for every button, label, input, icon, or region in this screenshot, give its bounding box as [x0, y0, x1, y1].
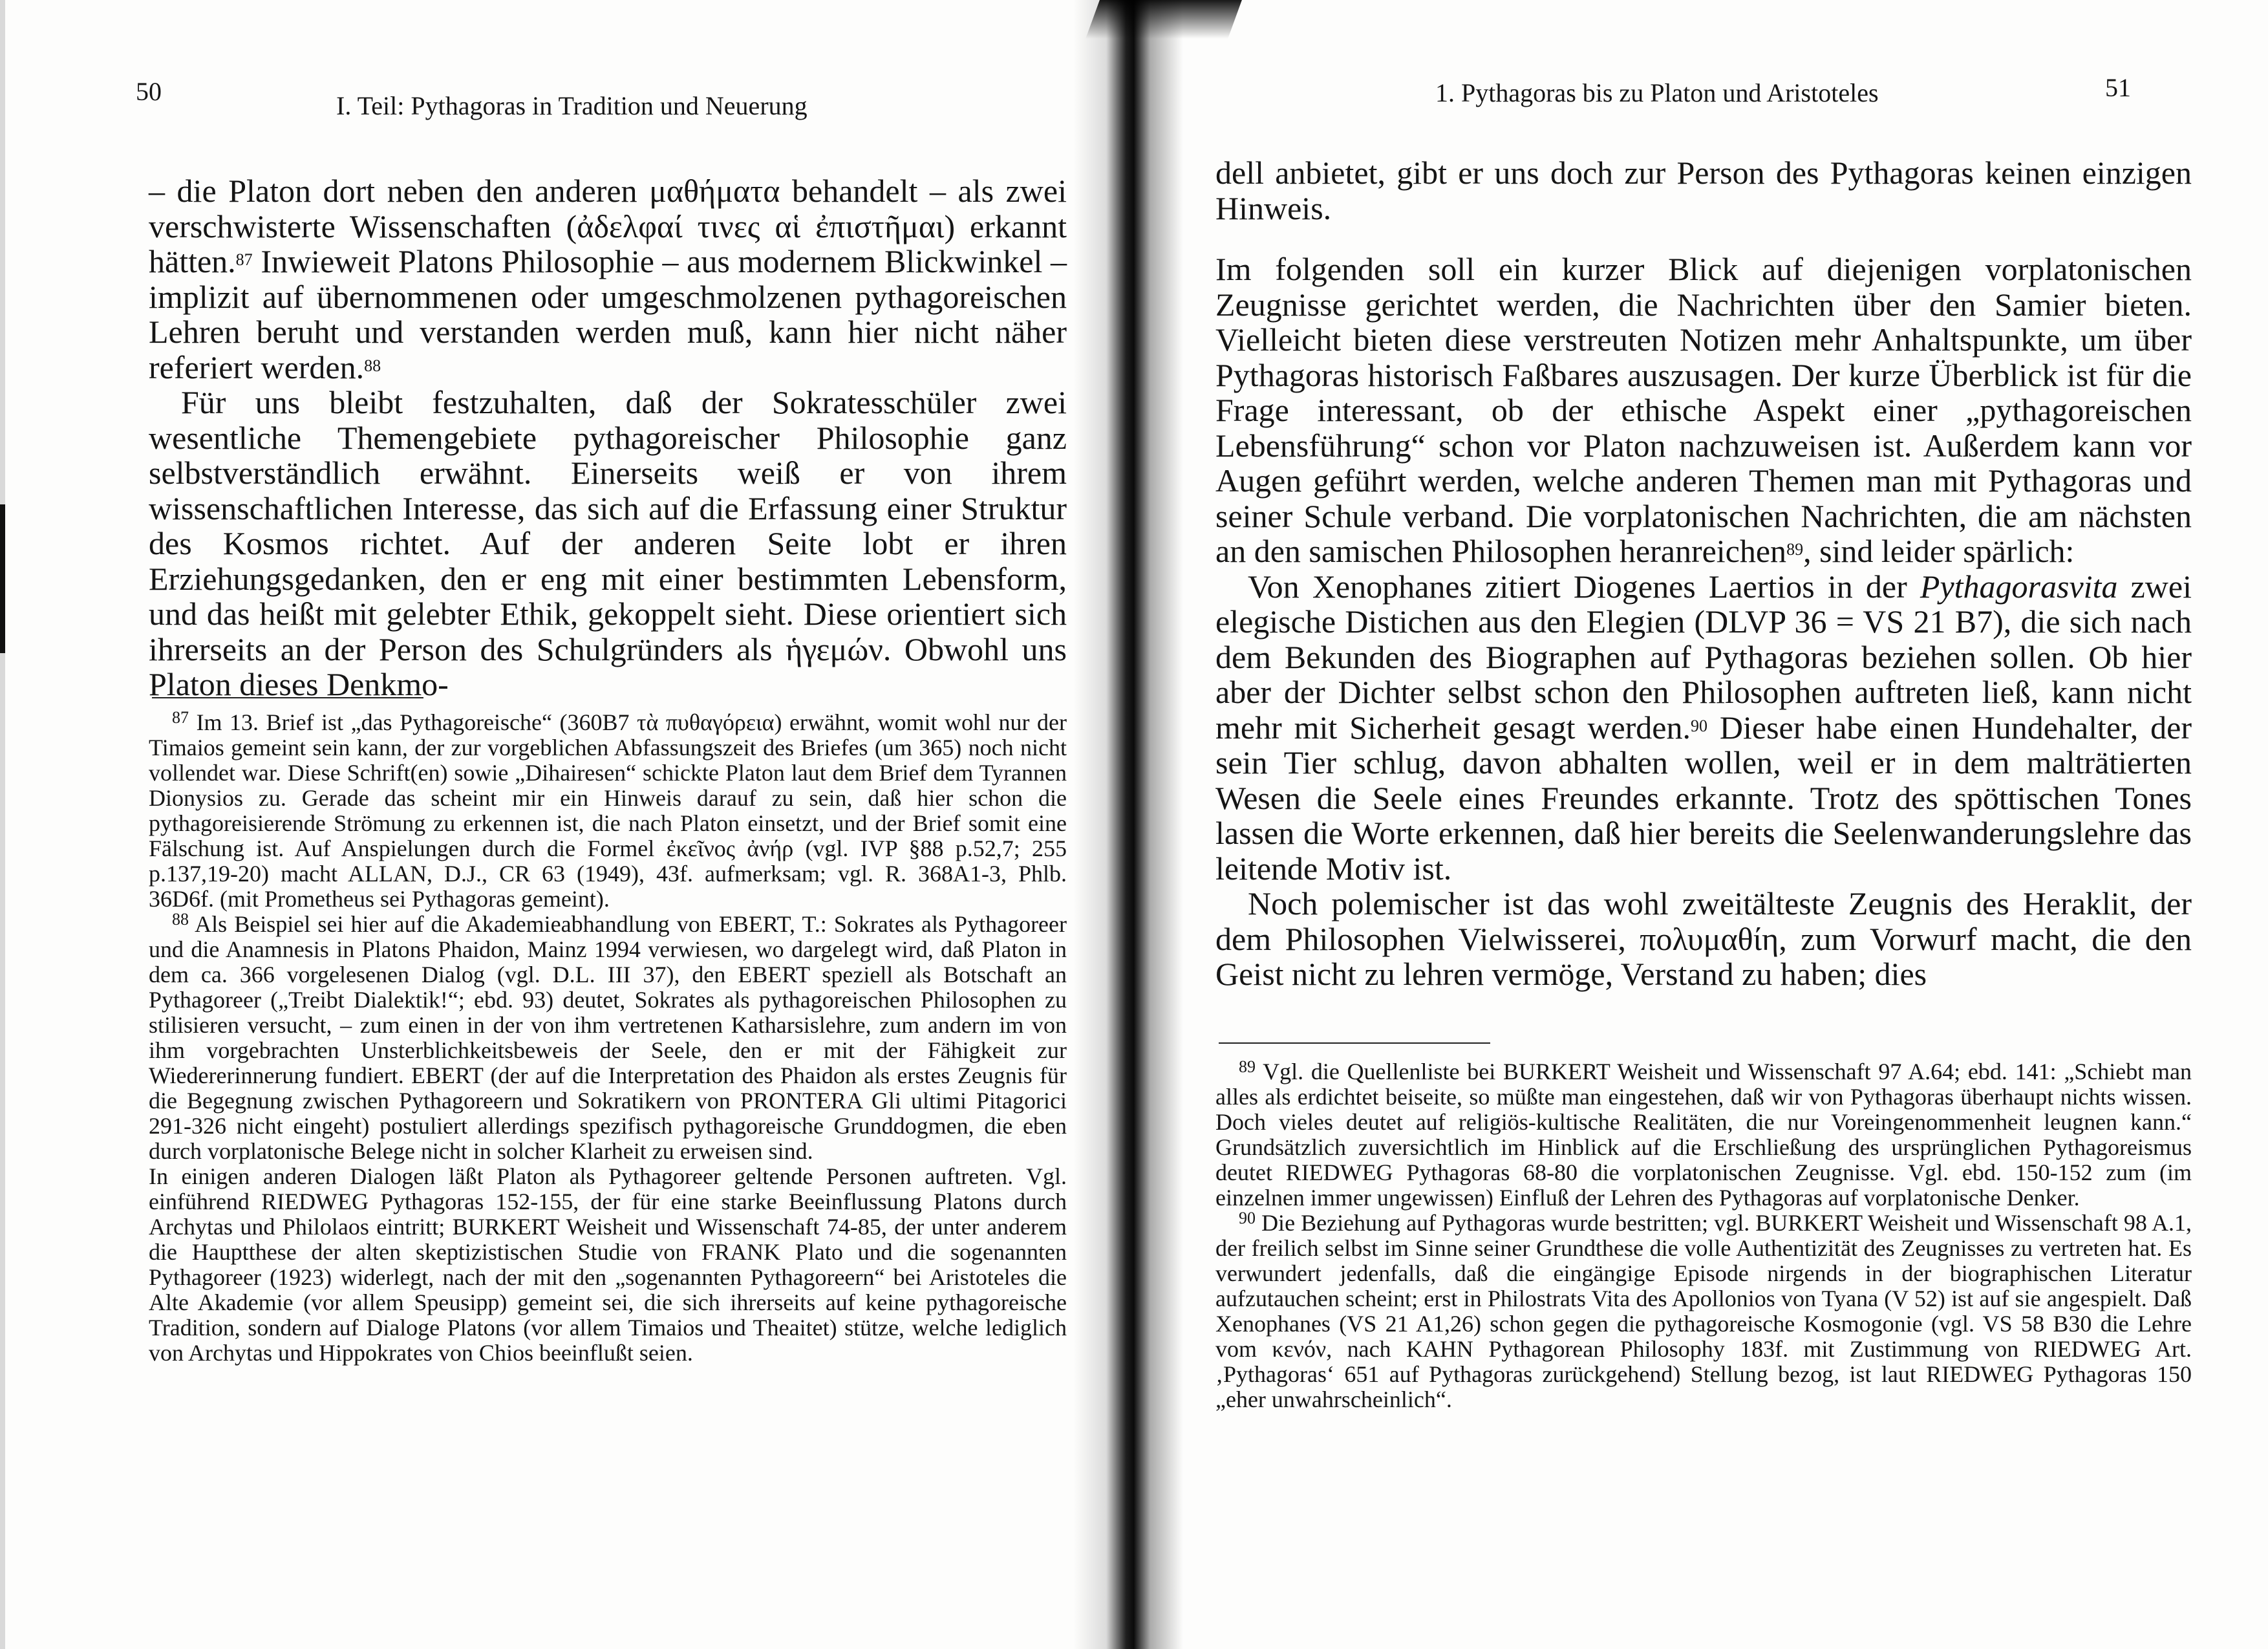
right-page [1164, 0, 2268, 1649]
footnote-rule-right [1219, 1042, 1490, 1044]
footnote-88-continued: In einigen anderen Dialogen läßt Platon als Pythagoreer geltende Personen auftreten. Vgl. einführend RIEDWEG Pythagoras 152-155, der für eine starke Beeinflussung Platons durch Archytas und Philolaos eintritt; BURKERT Weisheit und Wissenschaft 74-85, der unter anderem die Hauptthese der alten skeptizistischen Studie von FRANK Plato und die sogenannten Pythagoreer (1923) widerlegt, nach der mit den „sogenannten Pythagoreern“ bei Aristoteles die Alte Akademie (vor allem Speusipp) gemeint sei, die sich ihrerseits auf keine pythagoreische Tradition, sondern auf Dialoge Platons (vor allem Timaios und Theaitet) stütze, welche lediglich von Archytas und Hippokrates von Chios beeinflußt seien. [149, 1163, 1067, 1366]
left-body-text [149, 173, 1067, 702]
left-paragraph-1: – die Platon dort neben den anderen μαθήματα behandelt – als zwei verschwisterte Wissenschaften (ἀδελφαί τινες αἱ ἐπιστῆμαι) erkannt hätten.$^{87}$ Inwieweit Platons Philosophie – aus modernem Blickwinkel – implizit auf übernommenen oder umgeschmolzenen pythagoreischen Lehren beruht und verstanden werden muß, kann hier nicht näher referiert werden.$^{88}$ [149, 173, 1067, 385]
right-body-text [1215, 155, 2192, 992]
page-number-right: 51 [2105, 73, 2131, 102]
footnote-ref-90[interactable]: 90 [1691, 716, 1707, 735]
right-paragraph-2: Im folgenden soll ein kurzer Blick auf diejenigen vorplatonischen Zeugnisse gerichtet werden, die Nachrichten über den Samier bieten. Vielleicht bieten diese verstreuten Notizen mehr Anhaltspunkte, um über Pythagoras historisch Faßbares auszusagen. Der kurze Überblick ist für die Frage interessant, ob der ethische Aspekt einer „pythagoreischen Lebensführung“ schon vor Platon nachzuweisen ist. Außerdem kann vor Augen geführt werden, welche anderen Themen man mit Pythagoras und seiner Schule verband. Die vorplatonischen Nachrichten, die am nächsten an den samischen Philosophen heranreichen$^{89}$, sind leider spärlich: [1215, 251, 2192, 569]
footnote-ref-87[interactable]: 87 [235, 250, 253, 269]
footnote-89: $^{89}$ Vgl. die Quellenliste bei BURKERT Weisheit und Wissenschaft 97 A.64; ebd. 141: „Schiebt man alles als erdichtet beiseite, so müßte man eingestehen, daß wir von Pythagoras überhaupt nichts wissen. Doch vieles deutet auf religiös-kultische Realitäten, die nur Voreingenommenheit leugnen kann.“ Grundsätzlich zuversichtlich im Hinblick auf die Erschließung des ursprünglichen Pythagoreismus deutet RIEDWEG Pythagoras 68-80 die vorplatonischen Zeugnisse. Vgl. ebd. 150-152 zum (im einzelnen immer ungewissen) Einfluß der Lehren des Pythagoras auf vorplatonische Denker. [1215, 1057, 2192, 1211]
page-number-left: 50 [136, 77, 162, 106]
footnote-rule-left [152, 697, 423, 698]
footnote-88: $^{88}$ Als Beispiel sei hier auf die Akademieabhandlung von EBERT, T.: Sokrates als Pythagoreer und die Anamnesis in Platons Phaidon, Mainz 1994 verwiesen, wo dargelegt wird, daß Platon in dem ca. 366 vorgelesenen Dialog (vgl. D.L. III 37), den EBERT speziell als Botschaft an Pythagoreer („Treibt Dialektik!“; ebd. 93) deutet, Sokrates als pythagoreischen Philosophen zu stilisieren versucht, – zum einen in der von ihm vertretenen Katharsislehre, zum andern im von ihm vorgebrachten Unsterblichkeitsbeweis der Seele, den er mit der Fähigkeit zur Wiedererinnerung fundiert. EBERT (der auf die Interpretation des Phaidon als erstes Zeugnis für die Begegnung zwischen Pythagoreern und Sokratikern von PRONTERA Gli ultimi Pitagorici 291-326 nicht eingeht) postuliert allerdings spezifisch pythagoreische Grunddogmen, die eben durch vorplatonische Belege nicht in solcher Klarheit zu erweisen sind. [149, 910, 1067, 1164]
footnote-90: $^{90}$ Die Beziehung auf Pythagoras wurde bestritten; vgl. BURKERT Weisheit und Wissenschaft 98 A.1, der freilich selbst im Sinne seiner Grundthese die volle Authentizität des Zeugnisses zu vertreten hat. Es verwundert jedenfalls, daß die eingängige Episode nirgends in der biographischen Literatur aufzutauchen scheint; erst in Philostrats Vita des Apollonios von Tyana (V 52) ist auf sie angespielt. Daß Xenophanes (VS 21 A1,26) schon gegen die pythagoreische Kosmogonie (vgl. VS 58 B30 die Lehre vom κενόν, nach KAHN Pythagorean Philosophy 183f. mit Zustimmung von RIEDWEG Art. ‚Pythagoras‘ 651 auf Pythagoras zurückgehend) Stellung bezog, ist laut RIEDWEG Pythagoras 150 „eher unwahrscheinlich“. [1215, 1209, 2192, 1412]
right-footnotes [1215, 1059, 2192, 1412]
footnote-ref-89[interactable]: 89 [1786, 540, 1804, 559]
footnote-ref-88[interactable]: 88 [364, 356, 381, 375]
right-paragraph-4: Noch polemischer ist das wohl zweitälteste Zeugnis des Heraklit, der dem Philosophen Vielwisserei, πολυμαθίη, zum Vorwurf macht, die den Geist nicht zu lehren vermöge, Verstand zu haben; dies [1215, 885, 2192, 992]
right-paragraph-3: Von Xenophanes zitiert Diogenes Laertios in der Pythagorasvita zwei elegische Distichen aus den Elegien (DLVP 36 = VS 21 B7), die sich nach dem Bekunden des Biographen auf Pythagoras beziehen sollen. Ob hier aber der Dichter selbst schon den Philosophen auftreten ließ, kann nicht mehr mit Sicherheit gesagt werden.$^{90}$ Dieser habe einen Hundehalter, der sein Tier schlug, davon abhalten wollen, weil er in dem malträtierten Wesen die Seele eines Freundes erkannte. Trotz des spöttischen Tones lassen die Worte erkennen, daß hier bereits die Seelenwanderungslehre das leitende Motiv ist. [1215, 568, 2192, 887]
running-head-left: I. Teil: Pythagoras in Tradition und Neuerung [336, 91, 808, 120]
book-gutter-shadow [1073, 0, 1183, 1649]
gutter-top-shadow [1086, 0, 1242, 39]
left-page [0, 0, 1099, 1649]
running-head-right: 1. Pythagoras bis zu Platon und Aristoteles [1435, 78, 1879, 107]
left-footnotes [149, 710, 1067, 1366]
footnote-87: $^{87}$ Im 13. Brief ist „das Pythagoreische“ (360B7 τὰ πυθαγόρεια) erwähnt, womit wohl nur der Timaios gemeint sein kann, der zur vorgeblichen Abfassungszeit des Briefes (um 365) noch nicht vollendet war. Diese Schrift(en) sowie „Dihairesen“ schickte Platon laut dem Brief dem Tyrannen Dionysios zu. Gerade das scheint mir ein Hinweis darauf zu sein, daß hier schon die pythagoreisierende Strömung zu erkennen ist, die nach Platon einsetzt, und der Brief somit eine Fälschung ist. Auf Anspielungen durch die Formel ἐκεῖνος ἀνήρ (vgl. IVP §88 p.52,7; 255 p.137,19-20) macht ALLAN, D.J., CR 63 (1949), 43f. aufmerksam; vgl. R. 368A1-3, Phlb. 36D6f. (mit Prometheus sei Pythagoras gemeint). [149, 708, 1067, 912]
left-paragraph-2: Für uns bleibt festzuhalten, daß der Sokratesschüler zwei wesentliche Themengebiete pythagoreischer Philosophie ganz selbstverständlich erwähnt. Einerseits weiß er von ihrem wissenschaftlichen Interesse, das sich auf die Erfassung einer Struktur des Kosmos richtet. Auf der anderen Seite lobt er ihren Erziehungsgedanken, den er eng mit einer bestimmten Lebensform, und das heißt mit gelebter Ethik, gekoppelt sieht. Diese orientiert sich ihrerseits an der Person des Schulgründers als ἡγεμών. Obwohl uns Platon dieses Denkmo- [149, 384, 1067, 702]
right-paragraph-1: dell anbietet, gibt er uns doch zur Person des Pythagoras keinen einzigen Hinweis. [1215, 155, 2192, 226]
